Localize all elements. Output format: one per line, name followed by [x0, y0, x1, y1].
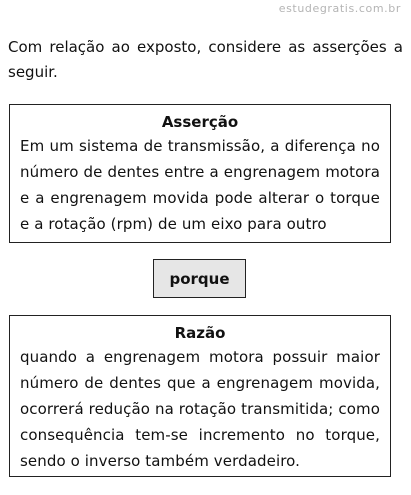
- assertion-text: Em um sistema de transmissão, a diferença no número de dentes entre a engrenagem motora e a engrenagem movida pode alterar o torque e a rotação (rpm) de um eixo para outro: [20, 137, 380, 233]
- assertion-box: [9, 104, 391, 243]
- reason-text: quando a engrenagem motora possuir maior número de dentes que a engrenagem movida, ocorrerá redução na rotação transmitida; como consequência tem-se incremento no torque, sendo o inverso também verdadeiro.: [20, 348, 380, 470]
- assertion-title: Asserção: [161, 113, 239, 131]
- reason-title: Razão: [174, 324, 226, 342]
- reason-box: [9, 315, 391, 477]
- question-intro: Com relação ao exposto, considere as asserções a seguir.: [8, 38, 403, 81]
- site-watermark: estudegratis.com.br: [278, 2, 401, 15]
- connector-label: porque: [153, 259, 246, 298]
